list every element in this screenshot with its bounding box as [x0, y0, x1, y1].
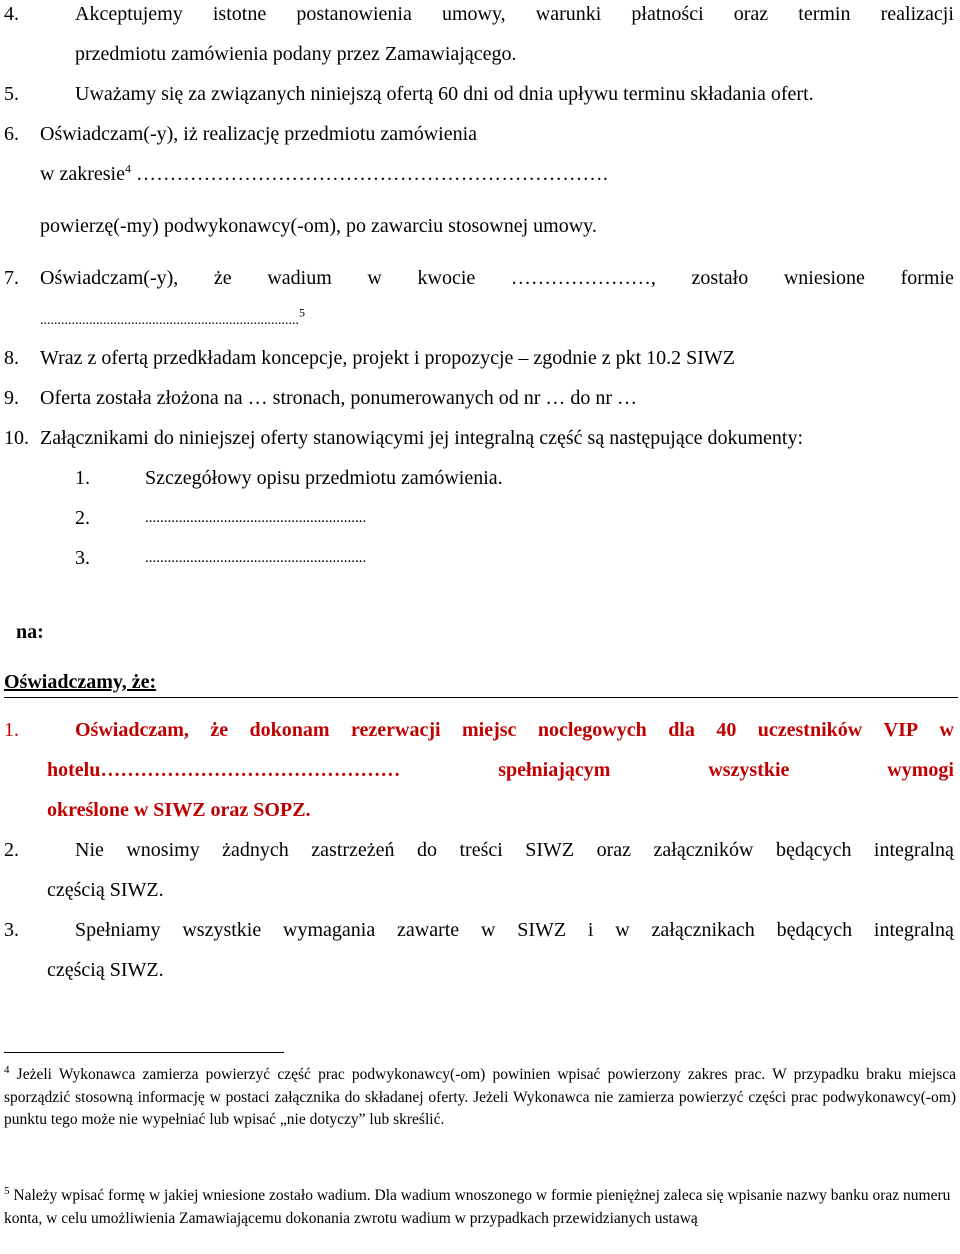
- word: wszystkie: [708, 759, 790, 781]
- attachment-3-number: 3.: [75, 547, 90, 569]
- word: SIWZ: [517, 919, 567, 941]
- word: w: [367, 267, 382, 289]
- item-4-line2: przedmiotu zamówienia podany przez Zamawiającego.: [75, 43, 517, 65]
- word: zostało: [691, 267, 749, 289]
- item-10-text: Załącznikami do niniejszej oferty stanowiącymi jej integralną część są następujące dokumenty:: [40, 427, 804, 449]
- declaration-1-number: 1.: [4, 719, 19, 741]
- word: VIP: [883, 719, 919, 741]
- word: formie: [900, 267, 954, 289]
- footnote-5-text: Należy wpisać formę w jakiej wniesione zostało wadium. Dla wadium wnoszonego w formie pieniężnej zaleca się wpisanie nazwy banku oraz numeru konta, w celu umożliwienia Zamawiającemu dokonania zwrotu wadium w przypadkach przewidzianych ustawą: [4, 1187, 951, 1227]
- item-7-number: 7.: [4, 267, 19, 289]
- word: Spełniamy: [75, 919, 161, 941]
- word: hotelu………………………………………: [47, 759, 401, 781]
- item-6-scope-line: [40, 162, 608, 186]
- word: Akceptujemy: [75, 3, 183, 25]
- declaration-3-line1: [75, 918, 954, 942]
- word: płatności: [631, 3, 704, 25]
- item-6-line3: powierzę(-my) podwykonawcy(-om), po zawarciu stosownej umowy.: [40, 215, 597, 237]
- word: termin: [798, 3, 851, 25]
- word: Nie: [75, 839, 104, 861]
- item-7-form-dots: ..........................................................................: [40, 313, 299, 328]
- word: wniesione: [783, 267, 865, 289]
- item-5-number: 5.: [4, 83, 19, 105]
- word: w: [939, 719, 954, 741]
- item-7-line1: [40, 266, 954, 290]
- footnote-separator: [4, 1052, 284, 1053]
- word: wymogi: [887, 759, 954, 781]
- attachment-2-number: 2.: [75, 507, 90, 529]
- word: załącznikach: [651, 919, 755, 941]
- word: integralną: [873, 839, 954, 861]
- word: oraz: [733, 3, 769, 25]
- word: wadium: [267, 267, 332, 289]
- word: że: [213, 267, 232, 289]
- declaration-2-line2: częścią SIWZ.: [47, 879, 164, 901]
- word: dokonam: [249, 719, 330, 741]
- word: załączników: [653, 839, 754, 861]
- word: postanowienia: [296, 3, 412, 25]
- word: miejsc: [462, 719, 517, 741]
- word: zastrzeżeń: [311, 839, 395, 861]
- declaration-3-number: 3.: [4, 919, 19, 941]
- footnote-4: [4, 1064, 956, 1132]
- item-6-scope-dots: …………………………………………………………….: [135, 163, 609, 185]
- heading-rule: [4, 697, 958, 698]
- word: integralną: [873, 919, 954, 941]
- footnote-4-text: Jeżeli Wykonawca zamierza powierzyć część prac podwykonawcy(-om) powinien wpisać powierzony zakres prac. W przypadku braku miejsca sporządzić stosowną informację w postaci załącznika do składanej oferty. Jeżeli Wykonawca nie zamierza powierzyć części prac podwykonawcy(-om) punktu tego może nie wypełniać lub wpisać „nie dotyczy” lub skreślić.: [4, 1066, 956, 1128]
- footnote-ref-4: 4: [124, 161, 131, 176]
- declaration-1-line2: [47, 758, 954, 782]
- footnote-ref-5: 5: [299, 305, 305, 320]
- word: istotne: [212, 3, 267, 25]
- footnote-5: [4, 1185, 956, 1230]
- word: dla: [668, 719, 695, 741]
- item-4-number: 4.: [4, 3, 19, 25]
- attachment-1-number: 1.: [75, 467, 90, 489]
- item-6-scope-label: w zakresie: [40, 163, 125, 185]
- word: Oświadczam(-y),: [40, 267, 179, 289]
- word: noclegowych: [537, 719, 647, 741]
- word: w: [615, 919, 630, 941]
- word: do: [417, 839, 438, 861]
- footnote-5-marker: 5: [4, 1184, 10, 1197]
- word: …………………,: [510, 267, 656, 289]
- word: realizacji: [880, 3, 954, 25]
- item-4-line1: [75, 2, 954, 26]
- word: wszystkie: [182, 919, 262, 941]
- word: że: [210, 719, 229, 741]
- word: kwocie: [417, 267, 476, 289]
- attachment-1-text: Szczegółowy opisu przedmiotu zamówienia.: [145, 467, 503, 489]
- item-9-number: 9.: [4, 387, 19, 409]
- item-7-line2: [40, 306, 305, 333]
- declaration-1-line3: określone w SIWZ oraz SOPZ.: [47, 799, 311, 821]
- item-5-text: Uważamy się za związanych niniejszą ofertą 60 dni od dnia upływu terminu składania ofert.: [75, 83, 814, 105]
- declaration-2-number: 2.: [4, 839, 19, 861]
- word: treści: [459, 839, 503, 861]
- word: uczestników: [757, 719, 863, 741]
- item-10-number: 10.: [4, 427, 29, 449]
- word: spełniającym: [498, 759, 611, 781]
- word: umowy,: [441, 3, 506, 25]
- word: zawarte: [397, 919, 460, 941]
- word: rezerwacji: [351, 719, 441, 741]
- declarations-heading: Oświadczamy, że:: [4, 671, 157, 693]
- word: 40: [716, 719, 737, 741]
- word: Oświadczam,: [75, 719, 189, 741]
- word: będących: [775, 839, 852, 861]
- attachment-3-text: ...........................................................: [145, 550, 367, 566]
- item-8-text: Wraz z ofertą przedkładam koncepcje, projekt i propozycje – zgodnie z pkt 10.2 SIWZ: [40, 347, 736, 369]
- word: w: [480, 919, 496, 941]
- word: wymagania: [283, 919, 376, 941]
- word: i: [587, 919, 594, 941]
- attachment-2-text: ...........................................................: [145, 510, 367, 526]
- item-9-text: Oferta została złożona na … stronach, ponumerowanych od nr … do nr …: [40, 387, 638, 409]
- word: będących: [776, 919, 853, 941]
- declaration-1-line1: [75, 718, 954, 742]
- word: SIWZ: [525, 839, 575, 861]
- na-label: na:: [16, 621, 44, 643]
- declaration-2-line1: [75, 838, 954, 862]
- word: warunki: [535, 3, 602, 25]
- word: żadnych: [222, 839, 289, 861]
- word: wnosimy: [126, 839, 200, 861]
- word: oraz: [596, 839, 632, 861]
- item-6-number: 6.: [4, 123, 19, 145]
- item-8-number: 8.: [4, 347, 19, 369]
- declaration-3-line2: częścią SIWZ.: [47, 959, 164, 981]
- footnote-4-marker: 4: [4, 1063, 10, 1076]
- item-6-text: Oświadczam(-y), iż realizację przedmiotu zamówienia: [40, 123, 478, 145]
